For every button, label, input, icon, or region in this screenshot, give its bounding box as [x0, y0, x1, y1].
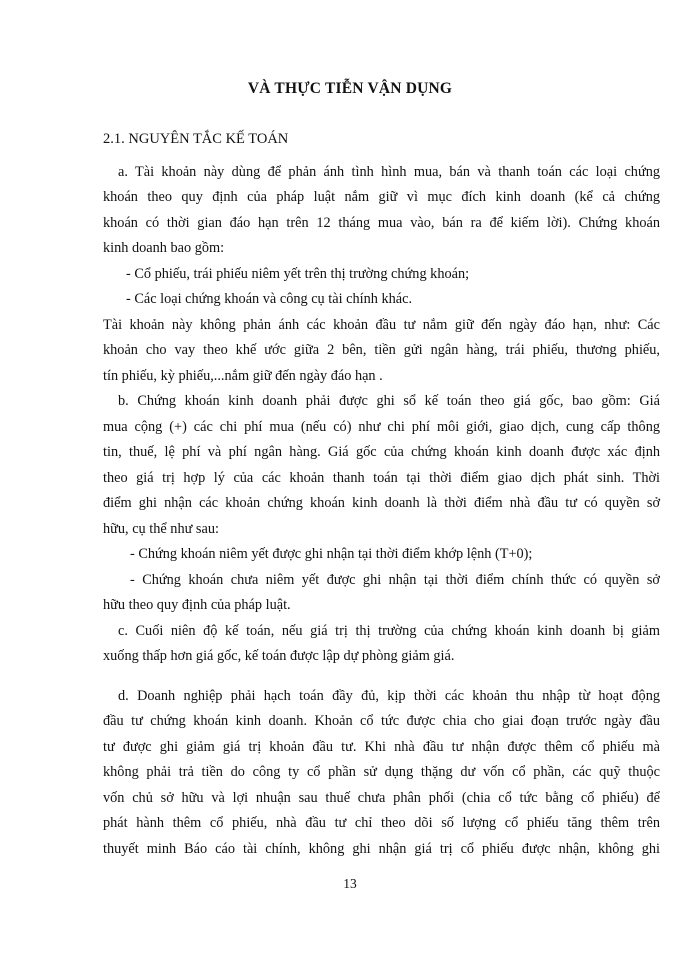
paragraph-line: tin, thuế, lệ phí và phí ngân hàng. Giá gốc của chứng khoán kinh doanh được xác định [103, 444, 660, 460]
page-title: VÀ THỰC TIỄN VẬN DỤNG [247, 80, 453, 97]
paragraph-line: khoản cho vay theo khế ước giữa 2 bên, tiền gửi ngân hàng, trái phiếu, thương phiếu, [103, 342, 660, 358]
paragraph-line: phát hành thêm cổ phiếu, nhà đầu tư chỉ theo dõi số lượng cổ phiếu tăng thêm trên [103, 815, 660, 831]
paragraph-line: b. Chứng khoán kinh doanh phải được ghi sổ kế toán theo giá gốc, bao gồm: Giá [118, 393, 660, 409]
paragraph-line: vốn chủ sở hữu và lợi nhuận sau thuế chưa phân phối (chia cổ tức bằng cổ phiếu) để [103, 790, 660, 806]
paragraph-line: a. Tài khoản này dùng để phản ánh tình hình mua, bán và thanh toán các loại chứng [118, 164, 660, 180]
paragraph-line: tư được ghi giảm giá trị khoản đầu tư. Khi nhà đầu tư nhận được thêm cổ phiếu mà [103, 739, 660, 755]
bullet-line: - Các loại chứng khoán và công cụ tài chính khác. [126, 291, 413, 307]
bullet-line: - Chứng khoán niêm yết được ghi nhận tại thời điểm khớp lệnh (T+0); [130, 546, 533, 562]
paragraph-line: điểm ghi nhận các khoản chứng khoán kinh doanh là thời điểm nhà đầu tư có quyền sở [103, 495, 660, 511]
paragraph-line: thuyết minh Báo cáo tài chính, không ghi nhận giá trị cổ phiếu được nhận, không ghi [103, 841, 660, 857]
paragraph-line: Tài khoản này không phản ánh các khoản đầu tư nắm giữ đến ngày đáo hạn, như: Các [103, 317, 660, 333]
paragraph-line: khoán theo quy định của pháp luật nắm giữ vì mục đích kinh doanh (kể cả chứng [103, 189, 660, 205]
paragraph-line: d. Doanh nghiệp phải hạch toán đầy đủ, kịp thời các khoản thu nhập từ hoạt động [118, 688, 660, 704]
paragraph-line: tín phiếu, kỳ phiếu,...nắm giữ đến ngày đáo hạn . [103, 368, 383, 384]
paragraph-line: hữu, cụ thể như sau: [103, 521, 219, 537]
bullet-line: - Chứng khoán chưa niêm yết được ghi nhận tại thời điểm chính thức có quyền sở [130, 572, 660, 588]
paragraph-line: không phải trả tiền do công ty cổ phần sử dụng thặng dư vốn cổ phần, các quỹ thuộc [103, 764, 660, 780]
section-heading: 2.1. NGUYÊN TẮC KẾ TOÁN [103, 131, 289, 147]
paragraph-line: c. Cuối niên độ kế toán, nếu giá trị thị trường của chứng khoán kinh doanh bị giảm [118, 623, 660, 639]
paragraph-line: kinh doanh bao gồm: [103, 240, 225, 256]
paragraph-line: hữu theo quy định của pháp luật. [103, 597, 291, 613]
paragraph-line: xuống thấp hơn giá gốc, kế toán được lập dự phòng giảm giá. [103, 648, 455, 664]
page-number: 13 [343, 876, 357, 891]
bullet-line: - Cổ phiếu, trái phiếu niêm yết trên thị trường chứng khoán; [126, 266, 470, 282]
paragraph-line: khoán có thời gian đáo hạn trên 12 tháng mua vào, bán ra để kiếm lời). Chứng khoán [103, 215, 660, 231]
paragraph-line: đầu tư chứng khoán kinh doanh. Khoản cổ tức được chia cho giai đoạn trước ngày đầu [103, 713, 660, 729]
paragraph-line: mua cộng (+) các chi phí mua (nếu có) như chi phí môi giới, giao dịch, cung cấp thông [103, 419, 660, 435]
paragraph-line: theo giá trị hợp lý của các khoản thanh toán tại thời điểm giao dịch phát sinh. Thời [103, 470, 660, 486]
